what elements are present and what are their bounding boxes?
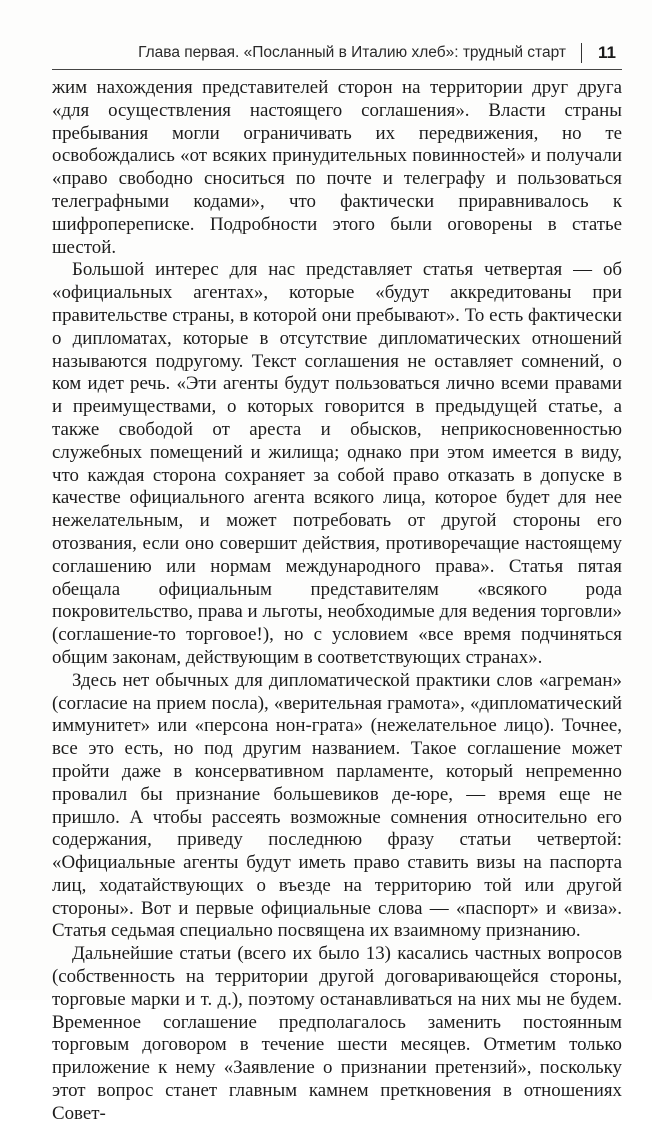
running-header [52,40,622,70]
body-text [52,77,622,1126]
chapter-title: Глава первая. «Посланный в Италию хлеб»: трудный старт [138,44,566,61]
paragraph-3: Здесь нет обычных для дипломатической практики слов «агреман» (согласие на прием посла), «верительная грамота», «дипломатический иммунитет» или «персона нон-грата» (нежелательное лицо). Точнее, все это есть, но под другим названием. Такое соглашение может пройти даже в консервативном парламенте, который непременно провалил бы признание большевиков де-юре, — время еще не пришло. А чтобы рассеять возможные сомнения относительно его содержания, приведу последнюю фразу статьи четвертой: «Официальные агенты будут иметь право ставить визы на паспорта лиц, ходатайствующих о въезде на территорию той или другой стороны». Вот и первые официальные слова — «паспорт» и «виза». Статья седьмая специально посвящена их взаимному признанию. [52,669,622,942]
paragraph-1: жим нахождения представителей сторон на территории друг друга «для осуществления настоящего соглашения». Власти страны пребывания могли ограничивать их передвижения, но те освобождались «от всяких принудительных повинностей» и получали «право свободно сноситься по почте и телеграфу и пользоваться телеграфными кодами», что фактически приравнивалось к шифропереписке. Подробности этого были оговорены в статье шестой. [52,77,622,258]
paragraph-4: Дальнейшие статьи (всего их было 13) касались частных вопросов (собственность на территории другой договаривающейся стороны, торговые марки и т. д.), поэтому останавливаться на них мы не будем. Временное соглашение предполагалось заменить постоянным торговым договором в течение шести месяцев. Отметим только приложение к нему «Заявление о признании претензий», поскольку этот вопрос станет главным камнем преткновения в отношениях Совет- [52,943,622,1124]
header-rule [52,69,622,70]
header-separator [581,43,583,63]
paragraph-2: Большой интерес для нас представляет статья четвертая — об «официальных агентах», которые «будут аккредитованы при правительстве страны, в которой они пребывают». То есть фактически о дипломатах, которые в отсутствие дипломатических отношений называются подругому. Текст соглашения не оставляет сомнений, о ком идет речь. «Эти агенты будут пользоваться лично всеми правами и преимуществами, о которых говорится в предыдущей статье, а также свободой от ареста и обысков, неприкосновенностью служебных помещений и жилища; однако при этом имеется в виду, что каждая сторона сохраняет за собой право отказать в допуске в качестве официального агента всякого лица, которое будет для нее нежелательным, и может потребовать от другой стороны его отозвания, если оно совершит действия, противоречащие настоящему соглашению или нормам международного права». Статья пятая обещала официальным представителям «всякого рода покровительство, права и льготы, необходимые для ведения торговли» (соглашение-то торговое!), но с условием «все время подчиняться общим законам, действующим в соответствующих странах». [52,259,622,668]
page-number: 11 [598,43,616,62]
